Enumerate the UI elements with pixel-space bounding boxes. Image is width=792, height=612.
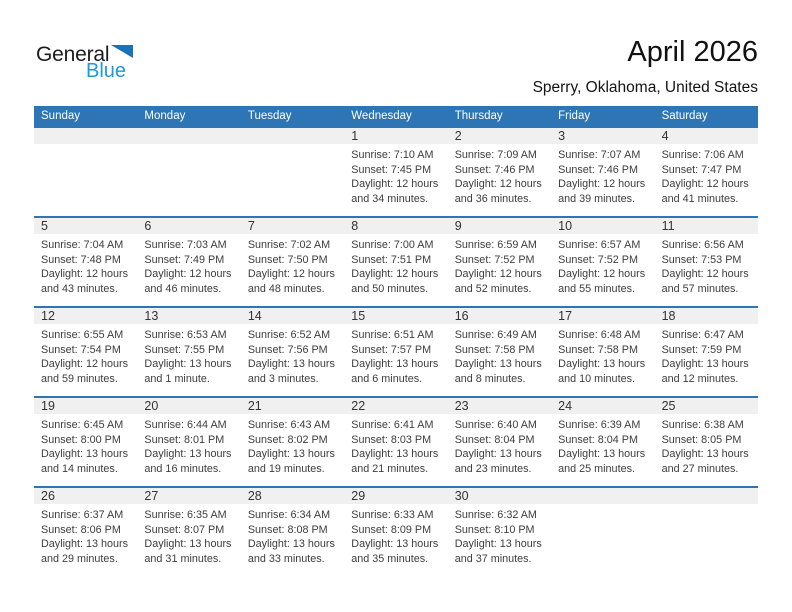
day-lines <box>41 324 132 386</box>
day-lines <box>144 504 235 566</box>
day-info-line: Daylight: 12 hours <box>41 358 129 371</box>
day-header-wednesday: Wednesday <box>351 110 412 122</box>
day-info-line: and 41 minutes. <box>661 192 739 205</box>
day-info-line: and 39 minutes. <box>558 192 635 205</box>
day-info-line: and 1 minute. <box>144 372 210 385</box>
day-info-line: Sunrise: 7:07 AM <box>558 149 641 161</box>
day-lines <box>662 414 753 476</box>
day-cell <box>551 398 654 486</box>
day-info-line: Sunset: 8:05 PM <box>661 433 742 446</box>
day-cell <box>655 128 758 216</box>
day-cell <box>344 128 447 216</box>
day-lines <box>455 504 546 566</box>
week-row <box>34 486 758 576</box>
day-cell <box>34 488 137 576</box>
day-lines <box>351 504 442 566</box>
day-info-line: and 33 minutes. <box>247 552 325 565</box>
day-info-line: Sunrise: 6:47 AM <box>661 329 744 341</box>
day-number: 3 <box>558 129 566 143</box>
day-info-line: and 46 minutes. <box>144 282 222 295</box>
day-number: 14 <box>247 309 262 323</box>
day-number: 27 <box>144 489 159 503</box>
day-number: 15 <box>351 309 366 323</box>
day-number: 30 <box>454 489 469 503</box>
day-info-line: Sunrise: 6:32 AM <box>454 509 537 521</box>
day-number <box>144 128 235 144</box>
day-number <box>41 128 132 144</box>
location-subtitle: Sperry, Oklahoma, United States <box>532 79 758 96</box>
day-lines <box>144 144 235 148</box>
day-number <box>662 488 753 504</box>
day-info-line: Sunset: 8:07 PM <box>144 523 225 536</box>
day-info-line: Sunrise: 6:56 AM <box>661 239 744 251</box>
day-lines <box>662 144 753 206</box>
calendar-table <box>34 106 758 576</box>
day-info-line: Sunset: 7:51 PM <box>351 253 432 266</box>
day-info-line: Daylight: 12 hours <box>661 268 749 281</box>
day-info-line: Sunrise: 7:09 AM <box>454 149 537 161</box>
day-cell <box>448 128 551 216</box>
day-lines <box>41 234 132 296</box>
day-header-saturday: Saturday <box>661 110 708 122</box>
day-number: 21 <box>247 399 262 413</box>
day-lines <box>558 414 649 476</box>
day-number: 5 <box>41 219 48 233</box>
day-info-line: Daylight: 13 hours <box>661 448 749 461</box>
day-cell <box>448 308 551 396</box>
day-info-line: Sunrise: 6:37 AM <box>41 509 124 521</box>
day-lines <box>558 144 649 206</box>
day-lines <box>41 504 132 566</box>
day-cell <box>137 398 240 486</box>
day-info-line: Sunset: 8:08 PM <box>247 523 328 536</box>
day-info-line: and 12 minutes. <box>661 372 739 385</box>
day-info-line: and 57 minutes. <box>661 282 739 295</box>
day-header-sunday: Sunday <box>41 110 81 122</box>
day-info-line: Sunset: 7:59 PM <box>661 343 742 356</box>
day-info-line: Daylight: 13 hours <box>247 448 335 461</box>
day-info-line: Sunrise: 6:52 AM <box>247 329 331 341</box>
day-info-line: Daylight: 13 hours <box>558 358 646 371</box>
day-header-row <box>34 106 758 126</box>
day-number: 24 <box>558 399 573 413</box>
day-info-line: Sunset: 7:58 PM <box>558 343 638 356</box>
day-info-line: Sunrise: 7:00 AM <box>351 239 434 251</box>
general-blue-logo <box>36 44 133 81</box>
week-row <box>34 216 758 306</box>
day-cell <box>551 308 654 396</box>
day-number: 23 <box>454 399 469 413</box>
day-cell <box>241 488 344 576</box>
day-lines <box>144 324 235 386</box>
day-info-line: Sunset: 7:46 PM <box>454 163 535 176</box>
day-info-line: Daylight: 12 hours <box>454 178 542 191</box>
day-number: 26 <box>41 489 55 503</box>
day-info-line: Sunset: 7:50 PM <box>247 253 328 266</box>
day-info-line: Sunrise: 7:04 AM <box>41 239 124 251</box>
day-cell <box>137 308 240 396</box>
day-lines <box>455 234 546 296</box>
month-year-title: April 2026 <box>627 36 758 68</box>
day-number: 20 <box>144 399 159 413</box>
day-number: 22 <box>351 399 366 413</box>
day-info-line: and 25 minutes. <box>558 462 635 475</box>
day-info-line: Sunset: 8:02 PM <box>247 433 328 446</box>
day-info-line: Sunset: 8:06 PM <box>41 523 121 536</box>
day-info-line: and 48 minutes. <box>247 282 325 295</box>
day-info-line: Sunrise: 7:02 AM <box>247 239 331 251</box>
day-info-line: and 37 minutes. <box>454 552 532 565</box>
day-lines <box>144 234 235 296</box>
day-info-line: Sunset: 7:47 PM <box>661 163 742 176</box>
day-lines <box>351 324 442 386</box>
day-info-line: and 23 minutes. <box>454 462 532 475</box>
day-info-line: Daylight: 13 hours <box>144 358 232 371</box>
day-info-line: and 55 minutes. <box>558 282 635 295</box>
day-info-line: and 8 minutes. <box>454 372 526 385</box>
day-info-line: Sunset: 7:52 PM <box>454 253 535 266</box>
day-info-line: Daylight: 13 hours <box>144 538 232 551</box>
day-lines <box>248 234 339 296</box>
day-number: 12 <box>41 309 55 323</box>
day-info-line: Daylight: 12 hours <box>454 268 542 281</box>
day-cell <box>241 128 344 216</box>
day-cell <box>655 398 758 486</box>
day-info-line: Sunrise: 6:41 AM <box>351 419 434 431</box>
day-info-line: Daylight: 13 hours <box>351 538 439 551</box>
day-info-line: Sunrise: 6:34 AM <box>247 509 331 521</box>
day-number: 29 <box>351 489 366 503</box>
day-info-line: Daylight: 13 hours <box>247 538 335 551</box>
week-cells <box>34 308 758 396</box>
day-cell <box>344 218 447 306</box>
day-number <box>558 488 649 504</box>
day-info-line: Sunset: 7:46 PM <box>558 163 638 176</box>
day-info-line: Daylight: 12 hours <box>41 268 129 281</box>
day-info-line: Sunrise: 6:40 AM <box>454 419 537 431</box>
day-info-line: Sunset: 7:54 PM <box>41 343 121 356</box>
day-cell <box>241 308 344 396</box>
week-cells <box>34 488 758 576</box>
logo-blue-text: Blue <box>86 60 127 82</box>
day-info-line: Daylight: 13 hours <box>351 448 439 461</box>
day-cell <box>137 128 240 216</box>
day-info-line: Sunset: 8:01 PM <box>144 433 225 446</box>
day-info-line: Sunset: 8:03 PM <box>351 433 432 446</box>
day-cell <box>34 218 137 306</box>
day-cell <box>241 398 344 486</box>
day-cell <box>344 398 447 486</box>
day-lines <box>558 504 649 508</box>
day-info-line: Sunrise: 6:51 AM <box>351 329 434 341</box>
day-info-line: and 36 minutes. <box>454 192 532 205</box>
day-cell <box>551 128 654 216</box>
calendar-weeks <box>34 126 758 576</box>
day-info-line: and 59 minutes. <box>41 372 118 385</box>
day-info-line: Sunset: 7:48 PM <box>41 253 121 266</box>
day-info-line: and 14 minutes. <box>41 462 118 475</box>
day-cell <box>34 398 137 486</box>
week-row <box>34 396 758 486</box>
day-cell <box>448 218 551 306</box>
day-info-line: Daylight: 12 hours <box>661 178 749 191</box>
day-info-line: Daylight: 13 hours <box>351 358 439 371</box>
day-lines <box>455 144 546 206</box>
day-info-line: Daylight: 13 hours <box>661 358 749 371</box>
day-info-line: Sunset: 7:45 PM <box>351 163 432 176</box>
week-cells <box>34 128 758 216</box>
day-cell <box>448 398 551 486</box>
day-lines <box>41 414 132 476</box>
day-header-monday: Monday <box>144 110 186 122</box>
day-info-line: and 21 minutes. <box>351 462 429 475</box>
day-info-line: Daylight: 12 hours <box>558 178 646 191</box>
day-lines <box>662 504 753 508</box>
week-row <box>34 306 758 396</box>
day-info-line: and 3 minutes. <box>247 372 319 385</box>
day-info-line: Daylight: 13 hours <box>41 538 129 551</box>
day-info-line: Daylight: 13 hours <box>144 448 232 461</box>
day-cell <box>448 488 551 576</box>
logo-general-text: General <box>36 43 110 66</box>
week-cells <box>34 398 758 486</box>
day-info-line: Sunrise: 7:03 AM <box>144 239 227 251</box>
day-info-line: and 16 minutes. <box>144 462 222 475</box>
day-info-line: Daylight: 12 hours <box>351 178 439 191</box>
day-info-line: Sunrise: 6:59 AM <box>454 239 537 251</box>
day-info-line: and 6 minutes. <box>351 372 423 385</box>
day-number: 19 <box>41 399 55 413</box>
day-info-line: and 27 minutes. <box>661 462 739 475</box>
day-info-line: Sunrise: 6:55 AM <box>41 329 124 341</box>
day-lines <box>248 414 339 476</box>
day-info-line: Sunset: 8:04 PM <box>454 433 535 446</box>
day-lines <box>351 234 442 296</box>
day-lines <box>351 414 442 476</box>
day-lines <box>248 504 339 566</box>
day-info-line: Sunset: 8:10 PM <box>454 523 535 536</box>
day-info-line: Sunrise: 6:43 AM <box>247 419 331 431</box>
day-number: 11 <box>661 219 675 233</box>
day-cell <box>551 488 654 576</box>
day-number: 1 <box>351 129 359 143</box>
day-lines <box>662 234 753 296</box>
day-cell <box>137 218 240 306</box>
day-header-tuesday: Tuesday <box>247 110 292 122</box>
day-info-line: Sunrise: 6:33 AM <box>351 509 434 521</box>
day-number: 8 <box>351 219 359 233</box>
day-info-line: Daylight: 13 hours <box>454 448 542 461</box>
day-number: 10 <box>558 219 573 233</box>
day-cell <box>344 488 447 576</box>
day-info-line: Sunrise: 7:06 AM <box>661 149 744 161</box>
day-cell <box>655 308 758 396</box>
day-info-line: Daylight: 13 hours <box>454 358 542 371</box>
day-lines <box>144 414 235 476</box>
day-lines <box>248 324 339 386</box>
day-info-line: Daylight: 13 hours <box>558 448 646 461</box>
day-info-line: and 10 minutes. <box>558 372 635 385</box>
day-info-line: Daylight: 13 hours <box>41 448 129 461</box>
day-info-line: Sunrise: 6:45 AM <box>41 419 124 431</box>
day-info-line: Sunset: 7:49 PM <box>144 253 225 266</box>
day-info-line: and 19 minutes. <box>247 462 325 475</box>
day-info-line: and 35 minutes. <box>351 552 429 565</box>
day-number: 6 <box>144 219 152 233</box>
day-info-line: Daylight: 12 hours <box>558 268 646 281</box>
day-info-line: Sunset: 7:56 PM <box>247 343 328 356</box>
day-number: 13 <box>144 309 159 323</box>
day-info-line: Sunrise: 6:38 AM <box>661 419 744 431</box>
day-number <box>248 128 339 144</box>
day-info-line: Sunrise: 6:49 AM <box>454 329 537 341</box>
day-info-line: Sunrise: 6:35 AM <box>144 509 227 521</box>
day-lines <box>351 144 442 206</box>
day-info-line: Daylight: 12 hours <box>144 268 232 281</box>
week-row <box>34 126 758 216</box>
day-cell <box>655 488 758 576</box>
day-cell <box>344 308 447 396</box>
day-info-line: Sunset: 8:00 PM <box>41 433 121 446</box>
day-number: 4 <box>661 129 669 143</box>
day-cell <box>137 488 240 576</box>
day-number: 9 <box>454 219 462 233</box>
day-cell <box>551 218 654 306</box>
day-number: 2 <box>454 129 462 143</box>
day-info-line: Daylight: 12 hours <box>351 268 439 281</box>
day-info-line: Daylight: 12 hours <box>247 268 335 281</box>
day-number: 25 <box>661 399 676 413</box>
day-lines <box>558 234 649 296</box>
week-cells <box>34 218 758 306</box>
day-number: 28 <box>247 489 262 503</box>
day-info-line: Sunrise: 6:39 AM <box>558 419 641 431</box>
day-cell <box>241 218 344 306</box>
day-cell <box>34 128 137 216</box>
day-lines <box>41 144 132 148</box>
day-header-friday: Friday <box>558 110 591 122</box>
logo-triangle-icon <box>111 45 133 58</box>
day-info-line: Sunset: 7:52 PM <box>558 253 638 266</box>
day-info-line: Sunset: 7:55 PM <box>144 343 225 356</box>
day-lines <box>248 144 339 148</box>
day-info-line: and 52 minutes. <box>454 282 532 295</box>
day-number: 18 <box>661 309 676 323</box>
day-lines <box>455 414 546 476</box>
day-info-line: and 43 minutes. <box>41 282 118 295</box>
day-info-line: Daylight: 13 hours <box>247 358 335 371</box>
day-lines <box>558 324 649 386</box>
day-info-line: Sunrise: 6:48 AM <box>558 329 641 341</box>
day-info-line: Sunset: 8:09 PM <box>351 523 432 536</box>
day-info-line: Daylight: 13 hours <box>454 538 542 551</box>
day-cell <box>655 218 758 306</box>
day-header-thursday: Thursday <box>454 110 503 122</box>
day-info-line: Sunrise: 6:57 AM <box>558 239 641 251</box>
day-number: 17 <box>558 309 573 323</box>
day-info-line: Sunset: 7:53 PM <box>661 253 742 266</box>
day-info-line: Sunrise: 6:44 AM <box>144 419 227 431</box>
day-lines <box>662 324 753 386</box>
day-info-line: Sunset: 7:57 PM <box>351 343 432 356</box>
day-info-line: Sunrise: 7:10 AM <box>351 149 434 161</box>
day-lines <box>455 324 546 386</box>
day-info-line: Sunset: 7:58 PM <box>454 343 535 356</box>
day-number: 7 <box>247 219 255 233</box>
day-info-line: and 29 minutes. <box>41 552 118 565</box>
day-info-line: and 34 minutes. <box>351 192 429 205</box>
day-cell <box>34 308 137 396</box>
day-number: 16 <box>454 309 469 323</box>
day-info-line: and 50 minutes. <box>351 282 429 295</box>
day-info-line: and 31 minutes. <box>144 552 222 565</box>
day-info-line: Sunrise: 6:53 AM <box>144 329 227 341</box>
day-info-line: Sunset: 8:04 PM <box>558 433 638 446</box>
